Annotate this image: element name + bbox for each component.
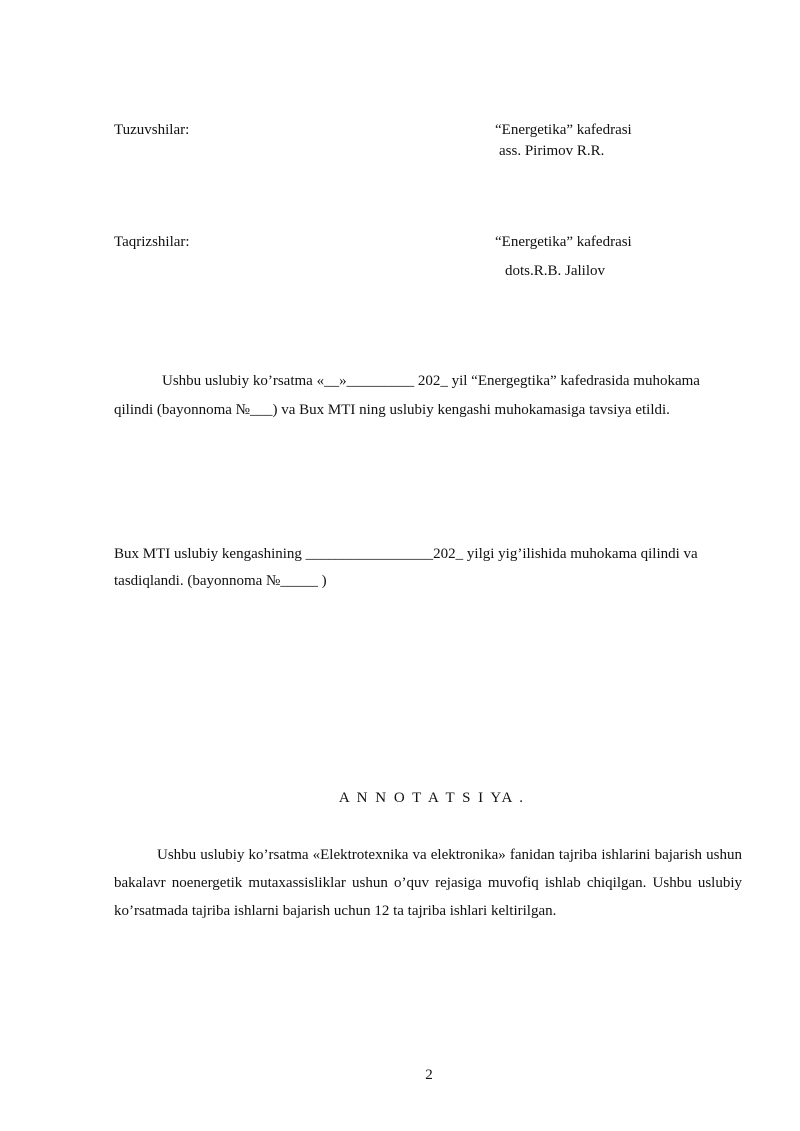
annotation-title: A N N O T A T S I YA . — [338, 790, 526, 806]
reviewers-name: dots.R.B. Jalilov — [505, 263, 606, 279]
annotation-text: Ushbu uslubiy ko’rsatma «Elektrotexnika va elektronika» fanidan tajriba ishlarini bajarish ushun bakalavr noenergetik mutaxassisliklar ushun o’quv rejasiga muvofiq ishlab chiqilgan. Ushbu uslubiy ko’rsatmada tajriba ishlarni bajarish uchun 12 ta tajriba ishlari keltirilgan. — [114, 847, 742, 919]
reviewers-department: “Energetika” kafedrasi — [495, 234, 632, 250]
compilers-name: ass. Pirimov R.R. — [499, 143, 605, 159]
approval-note-line2: tasdiqlandi. (bayonnoma №_____ ) — [114, 573, 327, 589]
discussion-note-line2: qilindi (bayonnoma №___) va Bux MTI ning uslubiy kengashi muhokamasiga tavsiya etildi. — [114, 402, 670, 418]
page-number: 2 — [425, 1067, 433, 1083]
compilers-department: “Energetika” kafedrasi — [495, 122, 632, 138]
discussion-note-line1: Ushbu uslubiy ko’rsatma «__»_________ 202_ yil “Energegtika” kafedrasida muhokama — [162, 373, 700, 389]
approval-note-line1: Bux MTI uslubiy kengashining _________________202_ yilgi yig’ilishida muhokama qilindi va — [114, 546, 698, 562]
compilers-label: Tuzuvshilar: — [114, 122, 190, 138]
reviewers-label: Taqrizshilar: — [114, 234, 190, 250]
